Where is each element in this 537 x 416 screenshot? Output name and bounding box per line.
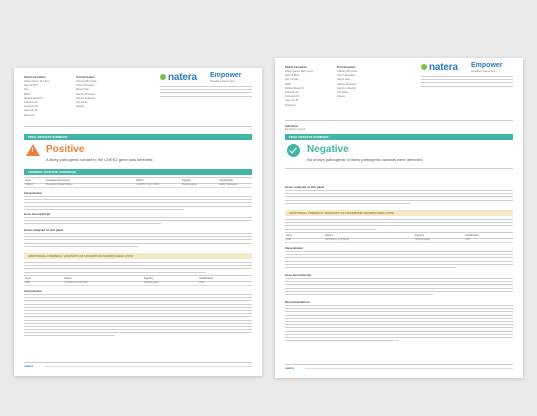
cell-disease: Hereditary Breast Cancer: [46, 183, 73, 186]
genes-analyzed-title: Genes analyzed on this panel: [24, 228, 64, 232]
findings-bar: FINDINGS: POSITIVE VARIANT(S): [24, 169, 252, 175]
report-page-positive: [14, 68, 262, 376]
vus-bar: ADDITIONAL FINDINGS: VARIANTS OF UNCERTAIN SIGNIFICANCE (VUS): [285, 210, 513, 216]
col-variant: Variant: [325, 234, 333, 237]
interpretation-title: Interpretation: [24, 191, 43, 195]
cell-zygosity: Heterozygous: [415, 238, 430, 241]
cell-variant: c.2372A>G (p.N791S): [325, 238, 349, 241]
gene-description-text: [24, 217, 252, 227]
header-field: Report Date:: [76, 88, 90, 92]
header-field: Medical Record #:: [24, 96, 44, 100]
col-gene: Gene: [25, 277, 31, 280]
col-classification: Classification: [219, 179, 234, 182]
header-field: Reason:: [76, 105, 85, 109]
cell-classification: VUS: [199, 281, 204, 284]
header-field: Sex:: [24, 88, 29, 92]
header-field: Case File ID:: [24, 109, 38, 113]
recommendations-text: [285, 305, 513, 343]
header-field: Sample Received:: [337, 82, 357, 86]
empower-logo: Empower: [471, 62, 503, 69]
genes-analyzed-title: Genes analyzed on this panel: [285, 185, 325, 189]
empower-logo: Empower: [210, 72, 242, 79]
product-tagline: Hereditary Cancer Test: [210, 80, 235, 83]
header-field: Sample Received:: [76, 92, 96, 96]
page-footer: [24, 362, 252, 368]
col-zygosity: Zygosity: [144, 277, 153, 280]
natera-logo: natera: [429, 62, 458, 73]
footer-logo: natera: [285, 366, 295, 370]
header-notes: [160, 86, 252, 99]
gene-description-title: Gene description(s): [24, 212, 51, 216]
header-field: Case File ID:: [285, 99, 299, 103]
header-field: Date Of Birth:: [24, 84, 39, 88]
col-zygosity: Zygosity: [415, 234, 424, 237]
header-field: Accession ID:: [24, 105, 39, 109]
col-gene: Gene: [286, 234, 292, 237]
header-field: Test Name:: [337, 91, 350, 94]
result-positive-word: Positive: [46, 144, 85, 155]
section-divider: [285, 168, 513, 169]
col-gene: Gene: [25, 179, 31, 182]
recommendations-title: Recommendations: [285, 300, 311, 304]
cell-classification: VUS: [465, 238, 470, 241]
test-info-title: Test Information: [337, 66, 356, 69]
vus-bar: ADDITIONAL FINDINGS: VARIANTS OF UNCERTAIN SIGNIFICANCE (VUS): [24, 253, 252, 259]
warning-mark: !: [31, 148, 34, 154]
col-disease: Associated Disease(s): [46, 179, 70, 182]
interpretation2-text: [24, 294, 252, 339]
header-field: Clinic Information:: [76, 84, 96, 88]
table-row: [24, 182, 252, 188]
header-notes: [421, 76, 513, 89]
results-summary-bar: FINAL RESULTS SUMMARY: [285, 134, 513, 140]
genes-analyzed-text: [285, 190, 513, 206]
header-field: Sample Collected:: [337, 86, 357, 90]
header-field: Sex: Female: [285, 78, 299, 82]
result-positive-detail: A likely pathogenic variant in the CHEK2 gene was detected.: [46, 157, 154, 162]
gene-description-title: Gene description(s): [285, 273, 312, 277]
header-field: Clinic Information:: [337, 74, 357, 78]
header-field: Collection Id:: [285, 91, 299, 94]
header-field: Date Of Birth:: [285, 74, 300, 78]
header-field: MRN:: [285, 82, 292, 86]
checkmark-icon: [287, 144, 300, 157]
footer-logo: natera: [24, 364, 34, 368]
test-info-title: Test Information: [76, 76, 95, 79]
interpretation2-title: Interpretation: [24, 289, 43, 293]
table-row: [24, 280, 252, 286]
header-field: Patient Name: Don Doe: [24, 80, 50, 83]
table-row: [285, 237, 513, 243]
patient-info-title: Patient Information: [24, 76, 46, 79]
col-zygosity: Zygosity: [182, 179, 191, 182]
header-field: Reason:: [337, 95, 346, 99]
cell-classification: Likely Pathogenic: [219, 183, 238, 186]
cell-gene: CHEK2: [25, 183, 33, 186]
natera-logo: natera: [168, 72, 197, 83]
header-field: Report Date:: [337, 78, 351, 82]
report-page-negative: [275, 58, 523, 378]
header-field: Specimen:: [24, 113, 36, 117]
header-divider: [24, 126, 252, 127]
cell-zygosity: Heterozygous: [144, 281, 159, 284]
result-negative-word: Negative: [307, 144, 349, 155]
natera-logo-icon: [160, 74, 166, 80]
interpretation-title: Interpretation: [285, 246, 304, 250]
result-negative-detail: No known pathogenic or likely pathogenic variants were detected.: [307, 157, 424, 162]
gene-description-text: [285, 278, 513, 297]
header-field: Ordering Physician:: [76, 80, 97, 83]
vus-text: [285, 219, 513, 232]
header-field: Patient Name: Mary Lewis: [285, 70, 313, 73]
col-variant: Variant: [64, 277, 72, 280]
cell-variant: c.1427C>T (p.T476M): [136, 183, 160, 186]
interpretation-text: [285, 251, 513, 270]
header-field: Collection Id:: [24, 101, 38, 104]
header-field: Accession ID:: [285, 95, 300, 99]
natera-logo-icon: [421, 64, 427, 70]
vus-text: [24, 262, 252, 275]
patient-info-title: Patient Information: [285, 66, 307, 69]
cell-gene: BLM: [25, 281, 30, 284]
header-field: Specimen:: [285, 103, 297, 107]
product-tagline: Hereditary Cancer Test: [471, 70, 496, 73]
results-summary-bar: FINAL RESULTS SUMMARY: [24, 134, 252, 140]
header-field: Sample Collected:: [76, 96, 96, 100]
header-field: Medical Record #:: [285, 86, 305, 90]
cell-zygosity: Heterozygous: [182, 183, 197, 186]
page-footer: [285, 364, 513, 370]
indication-title: Indication: [285, 124, 299, 128]
header-divider: [285, 120, 513, 121]
indication-text: No history of Lynch: [285, 128, 306, 131]
col-variant: Variant: [136, 179, 144, 182]
header-field: MRN:: [24, 92, 31, 96]
col-classification: Classification: [465, 234, 480, 237]
genes-analyzed-text: [24, 233, 252, 249]
cell-gene: ATM: [286, 238, 291, 241]
header-field: Ordering Physician:: [337, 70, 358, 73]
header-field: Test Name:: [76, 101, 89, 104]
cell-variant: c.2254G>A (p.D752N): [64, 281, 88, 284]
col-classification: Classification: [199, 277, 214, 280]
interpretation-text: [24, 196, 252, 212]
